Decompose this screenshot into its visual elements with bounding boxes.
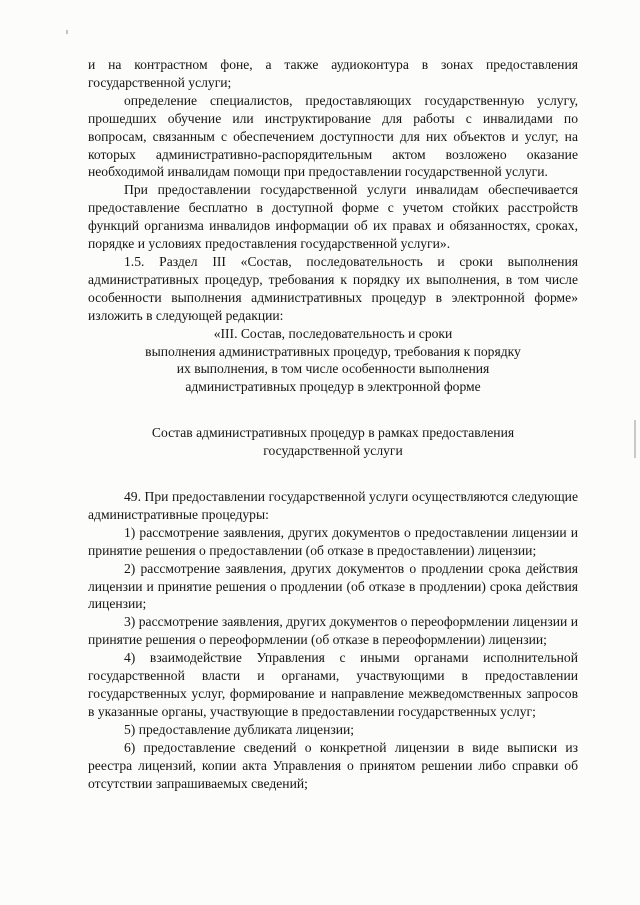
subheading [88,424,578,460]
list-item: 6) предоставление сведений о конкретной лицензии в виде выписки из реестра лицензий, копии акта Управления о принятом решении либо справки об отсутствии запрашиваемых сведений; [88,739,578,791]
document-page [88,56,578,792]
list-item: 3) рассмотрение заявления, других документов о переоформлении лицензии и принятие решения о переоформлении (об отказе в переоформлении) лицензии; [88,614,578,648]
subheading-line: государственной услуги [263,443,403,459]
paragraph-specialists: определение специалистов, предоставляющих государственную услугу, прошедших обучение или инструктирование для работы с инвалидами по вопросам, связанным с обеспечением доступности для них объектов и услуг, на которых административно-распорядительным актом возложено оказание необходимой инвалидам помощи при предоставлении государственной услуги. [88,92,578,180]
list-item: 1) рассмотрение заявления, других документов о предоставлении лицензии и принятие решения о предоставлении (об отказе в предоставлении) лицензии; [88,524,578,558]
scan-edge-mark [634,420,636,458]
list-item: 2) рассмотрение заявления, других документов о продлении срока действия лицензии и принятие решения о продлении (об отказе в продлении) срока действия лицензии; [88,560,578,612]
scan-speck [66,30,68,34]
list-item: 4) взаимодействие Управления с иными органами исполнительной государственной власти и органами, участвующими в предоставлении государственных услуг, формирование и направление межведомственных запросов в указанные органы, участвующие в предоставлении государственных услуг; [88,650,578,719]
subheading-line: Состав административных процедур в рамках предоставления [151,425,515,441]
paragraph-section-amendment: 1.5. Раздел III «Состав, последовательность и сроки выполнения административных процедур, требования к порядку их выполнения, в том числе особенности выполнения административных процедур в электронной форме» изложить в следующей редакции: [88,253,578,323]
section-heading-line: выполнения административных процедур, требования к порядку [145,343,521,359]
paragraph-contrast-background: и на контрастном фоне, а также аудиоконтура в зонах предоставления государственной услуги; [88,57,578,90]
list-item: 5) предоставление дубликата лицензии; [124,721,355,737]
section-heading-line: «III. Состав, последовательность и сроки [213,325,453,341]
spacer [88,460,578,488]
section-heading-line: их выполнения, в том числе особенности выполнения [176,361,490,377]
section-heading-line: административных процедур в электронной форме [185,379,481,395]
paragraph-49: 49. При предоставлении государственной услуги осуществляются следующие административные процедуры: [88,489,578,522]
paragraph-disabled-info: При предоставлении государственной услуги инвалидам обеспечивается предоставление бесплатно в доступной форме с учетом стойких расстройств функций организма инвалидов информации об их правах и обязанностях, сроках, порядке и условиях предоставления государственной услуги». [88,182,578,252]
section-heading [88,325,578,397]
spacer [88,396,578,424]
